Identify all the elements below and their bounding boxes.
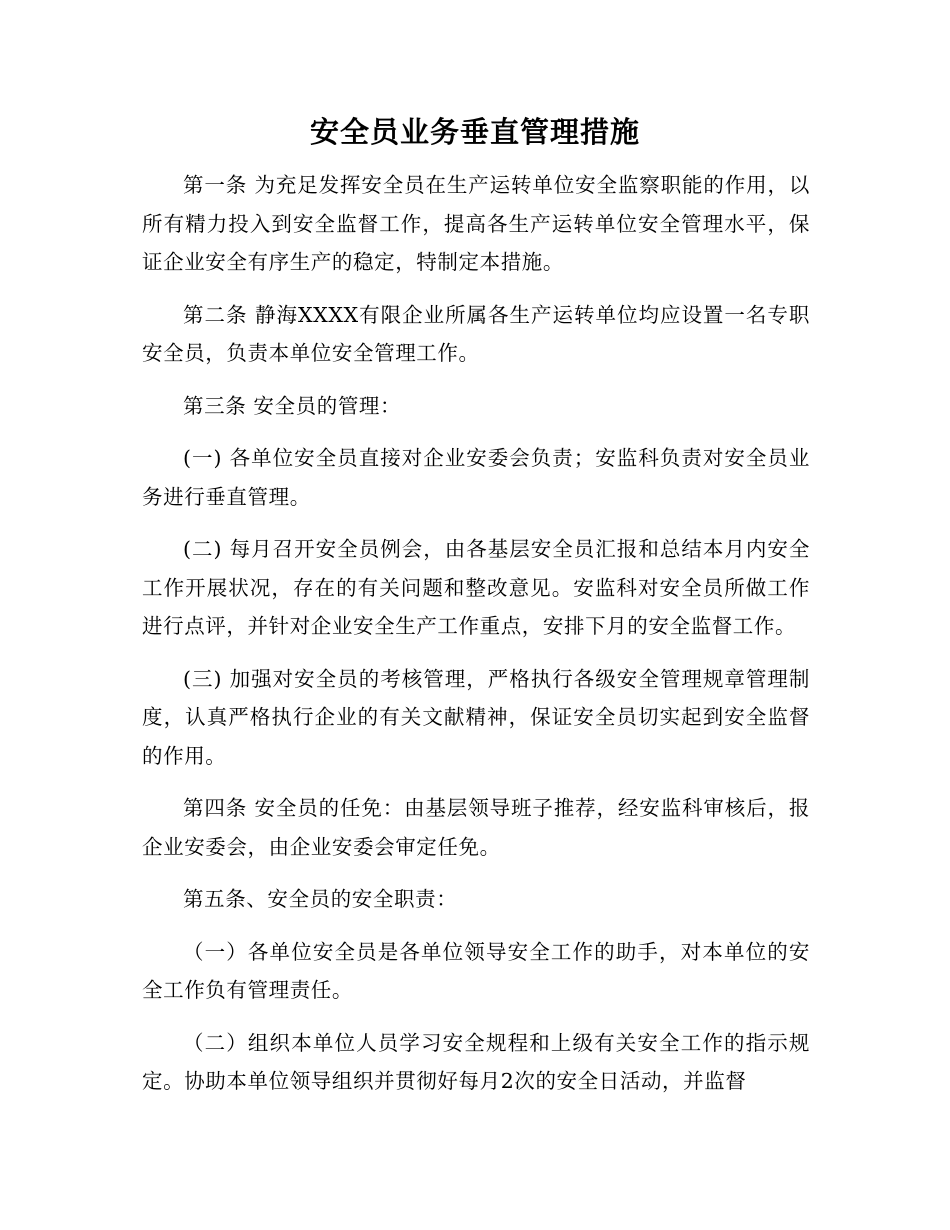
document-title: 安全员业务垂直管理措施 <box>309 115 640 149</box>
paragraph-article-3-item-3: (三) 加强对安全员的考核管理，严格执行各级安全管理规章管理制度，认真严格执行企业的有关文献精神，保证安全员切实起到安全监督的作用。 <box>142 666 810 768</box>
document-body <box>142 166 810 1115</box>
paragraph-article-5-item-2: （二）组织本单位人员学习安全规程和上级有关安全工作的指示规定。协助本单位领导组织并贯彻好每月2次的安全日活动，并监督 <box>142 1030 810 1093</box>
paragraph-article-3-item-2: (二) 每月召开安全员例会，由各基层安全员汇报和总结本月内安全工作开展状况，存在的有关问题和整改意见。安监科对安全员所做工作进行点评，并针对企业安全生产工作重点，安排下月的安全监督工作。 <box>142 537 810 638</box>
paragraph-article-3-item-1: (一) 各单位安全员直接对企业安委会负责；安监科负责对安全员业务进行垂直管理。 <box>142 446 810 509</box>
paragraph-article-5-item-1: （一）各单位安全员是各单位领导安全工作的助手，对本单位的安全工作负有管理责任。 <box>142 939 810 1002</box>
paragraph-article-3: 第三条 安全员的管理： <box>183 393 402 418</box>
paragraph-article-1: 第一条 为充足发挥安全员在生产运转单位安全监察职能的作用，以所有精力投入到安全监督工作，提高各生产运转单位安全管理水平，保证企业安全有序生产的稳定，特制定本措施。 <box>142 173 810 274</box>
paragraph-article-4: 第四条 安全员的任免：由基层领导班子推荐，经安监科审核后，报企业安委会，由企业安委会审定任免。 <box>142 796 810 859</box>
paragraph-article-2: 第二条 静海XXXX有限企业所属各生产运转单位均应设置一名专职安全员，负责本单位安全管理工作。 <box>142 302 810 365</box>
paragraph-article-5: 第五条、安全员的安全职责： <box>183 887 458 911</box>
